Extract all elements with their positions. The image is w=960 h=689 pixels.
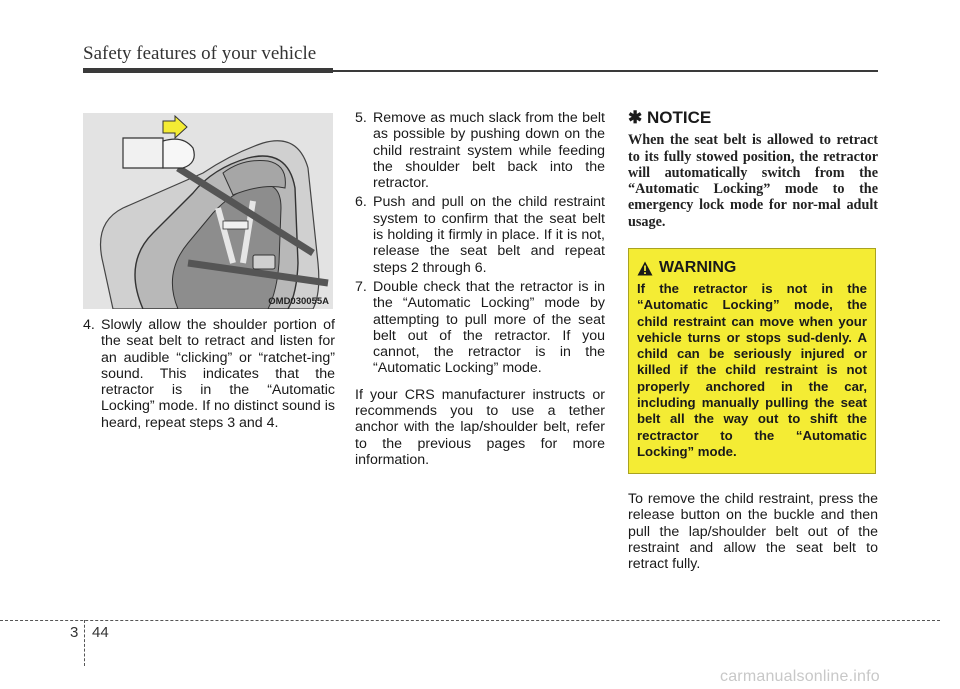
child-seat-drawing: [83, 113, 333, 309]
figure-code: OMD030055A: [268, 296, 329, 307]
warning-body: If the retractor is not in the “Automatic Locking” mode, the child restraint can move when your vehicle turns or stops sud-denly. A child can be seriously injured or killed if the child restraint is not properly anchored in the car, including manually pulling the seat belt all the way out to shift the rectractor to the “Automatic Locking” mode.: [637, 281, 867, 459]
notice-title: ✱ NOTICE: [628, 108, 712, 127]
step-text: Remove as much slack from the belt as possible by pushing down on the child restraint system while feeding the shoulder belt back into the retractor.: [373, 110, 605, 192]
notice-body: When the seat belt is allowed to retract to its fully stowed position, the retractor will automatically switch from the “Automatic Locking” mode to the emergency lock mode for nor-mal adult usage.: [628, 132, 878, 230]
step-number: 6.: [355, 194, 367, 211]
header-rule-thick: [83, 68, 333, 73]
step-text: Double check that the retractor is in the “Automatic Locking” mode by attempting to pull more of the seat belt out of the retractor. If you cannot, the retractor is in the “Automatic Locking” mode.: [373, 278, 605, 377]
removal-paragraph: To remove the child restraint, press the release button on the buckle and then pull the lap/shoulder belt out of the restraint and allow the seat belt to retract fully.: [628, 491, 878, 573]
child-seat-illustration: [83, 113, 333, 309]
step-number: 4.: [83, 317, 95, 333]
watermark: carmanualsonline.info: [720, 668, 880, 685]
step-text: Push and pull on the child restraint system to confirm that the seat belt is holding it firmly in place. If it is not, release the seat belt and repeat steps 2 through 6.: [373, 194, 605, 276]
footer-rule: [0, 620, 940, 621]
step-6: [355, 194, 605, 275]
middle-column: [355, 110, 605, 468]
step-5: [355, 110, 605, 191]
warning-box: [628, 248, 876, 474]
chapter-number: 3: [70, 624, 79, 641]
warning-header: [637, 259, 867, 277]
step-text: Slowly allow the shoulder portion of the seat belt to retract and listen for an audible “clicking” or “ratchet-ing” sound. This indicates that the retractor is in the “Automatic Locking” mode. If no distinct sound is heard, repeat steps 3 and 4.: [101, 317, 335, 431]
warning-triangle-icon: [637, 261, 653, 276]
notice-section: [628, 110, 878, 230]
step-4: [83, 317, 335, 431]
step-number: 5.: [355, 110, 367, 126]
left-column: [83, 317, 335, 434]
step-7: [355, 279, 605, 377]
header-rule-thin: [333, 70, 878, 72]
warning-title: WARNING: [659, 259, 737, 276]
tether-paragraph: If your CRS manufacturer instructs or recommends you to use a tether anchor with the lap/shoulder belt, refer to the previous pages for more information.: [355, 386, 605, 468]
footer-divider: [84, 620, 85, 666]
step-number: 7.: [355, 278, 367, 295]
page-header-title: Safety features of your vehicle: [83, 43, 317, 64]
page-number: 44: [92, 624, 109, 641]
